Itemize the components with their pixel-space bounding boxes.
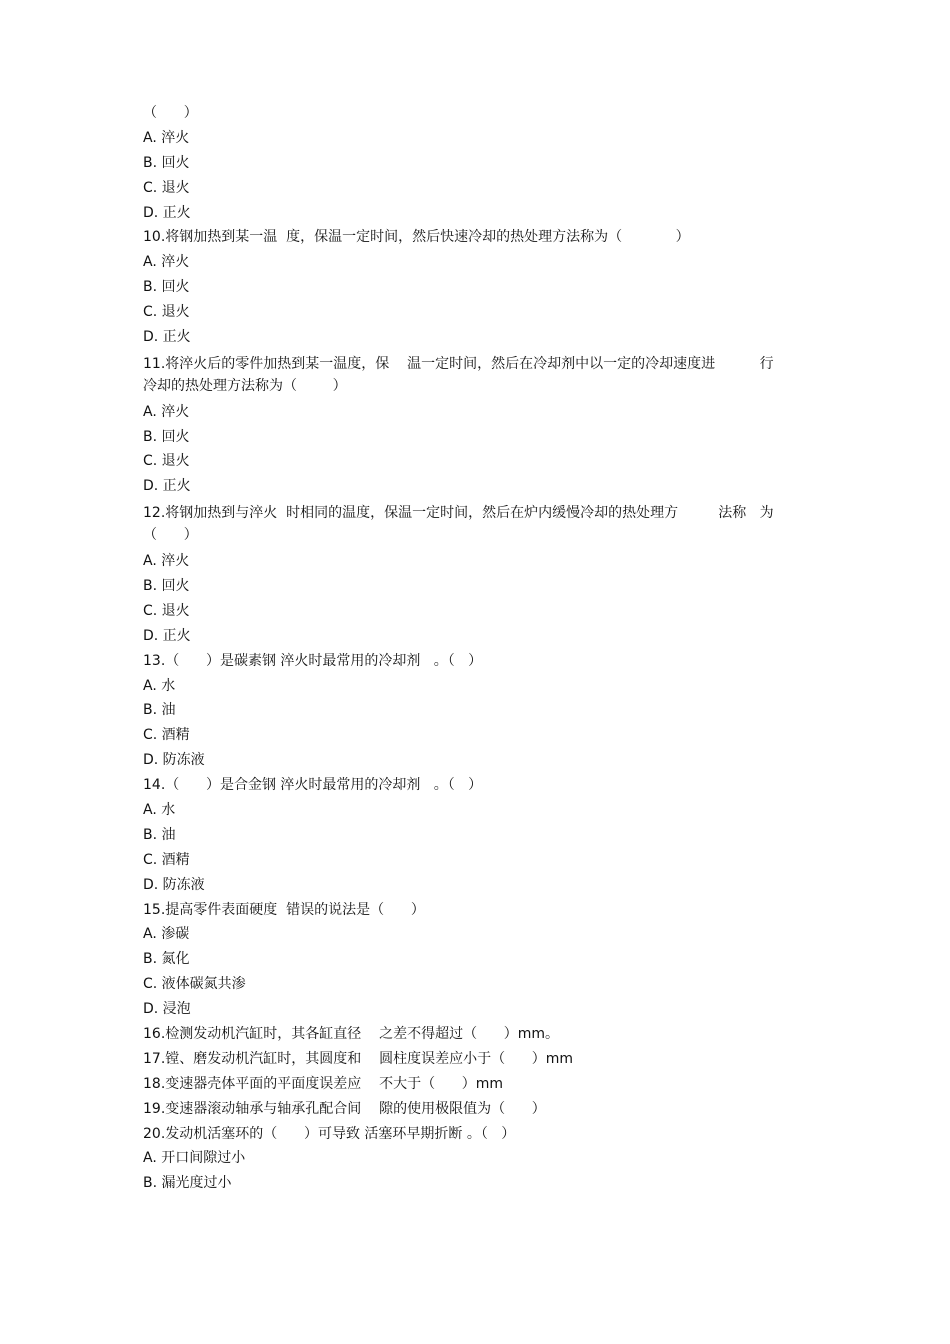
question-12 xyxy=(143,499,815,549)
option-b: B. 油 xyxy=(143,826,176,843)
option-a: A. 水 xyxy=(143,677,176,694)
option-a: A. 淬火 xyxy=(143,254,190,271)
option-d: D. 防冻液 xyxy=(143,752,205,769)
header-fragment: （ ） xyxy=(143,105,198,121)
option-b: B. 回火 xyxy=(143,428,190,445)
question-14: 14.（ ）是合金钢 淬火时最常用的冷却剂 。（ ） xyxy=(143,777,483,794)
option-a: A. 淬火 xyxy=(143,553,190,570)
question-18: 18.变速器壳体平面的平面度误差应 不大于（ ）mm xyxy=(143,1075,504,1092)
question-17: 17.镗、磨发动机汽缸时，其圆度和 圆柱度误差应小于（ ）mm xyxy=(143,1050,574,1067)
question-16: 16.检测发动机汽缸时，其各缸直径 之差不得超过（ ）mm。 xyxy=(143,1025,560,1042)
option-a: A. 渗碳 xyxy=(143,926,190,943)
option-b: B. 油 xyxy=(143,702,176,719)
option-d: D. 正火 xyxy=(143,204,191,221)
question-list xyxy=(143,101,815,1196)
option-d: D. 正火 xyxy=(143,329,191,346)
question-11-line1: 11.将淬火后的零件加热到某一温度，保 温一定时间，然后在冷却剂中以一定的冷却速度进 行 xyxy=(143,355,774,372)
option-b: B. 回火 xyxy=(143,577,190,594)
option-c: C. 退火 xyxy=(143,602,190,619)
option-c: C. 退火 xyxy=(143,304,190,321)
option-d: D. 防冻液 xyxy=(143,876,205,893)
option-b: B. 氮化 xyxy=(143,951,190,968)
question-15: 15.提高零件表面硬度 错误的说法是（ ） xyxy=(143,901,425,918)
question-11-line2: 冷却的热处理方法称为（ ） xyxy=(143,377,347,394)
option-b: B. 回火 xyxy=(143,154,190,171)
option-a: A. 淬火 xyxy=(143,129,190,146)
option-d: D. 浸泡 xyxy=(143,1001,191,1018)
option-c: C. 酒精 xyxy=(143,851,190,868)
option-c: C. 退火 xyxy=(143,179,190,196)
option-d: D. 正火 xyxy=(143,478,191,495)
option-d: D. 正火 xyxy=(143,627,191,644)
option-c: C. 退火 xyxy=(143,453,190,470)
question-19: 19.变速器滚动轴承与轴承孔配合间 隙的使用极限值为（ ） xyxy=(143,1100,546,1117)
question-10: 10.将钢加热到某一温 度，保温一定时间，然后快速冷却的热处理方法称为（ ） xyxy=(143,229,690,246)
question-20: 20.发动机活塞环的（ ）可导致 活塞环早期折断 。（ ） xyxy=(143,1125,516,1142)
question-12-line2: （ ） xyxy=(143,527,198,544)
option-c: C. 液体碳氮共渗 xyxy=(143,976,246,993)
question-13: 13.（ ）是碳素钢 淬火时最常用的冷却剂 。（ ） xyxy=(143,652,483,669)
option-a: A. 淬火 xyxy=(143,403,190,420)
option-a: A. 水 xyxy=(143,801,176,818)
question-12-line1: 12.将钢加热到与淬火 时相同的温度，保温一定时间，然后在炉内缓慢冷却的热处理方 法称 为 xyxy=(143,505,774,522)
option-c: C. 酒精 xyxy=(143,727,190,744)
option-b: B. 漏光度过小 xyxy=(143,1175,232,1192)
option-b: B. 回火 xyxy=(143,279,190,296)
question-11 xyxy=(143,350,815,400)
option-a: A. 开口间隙过小 xyxy=(143,1150,246,1167)
